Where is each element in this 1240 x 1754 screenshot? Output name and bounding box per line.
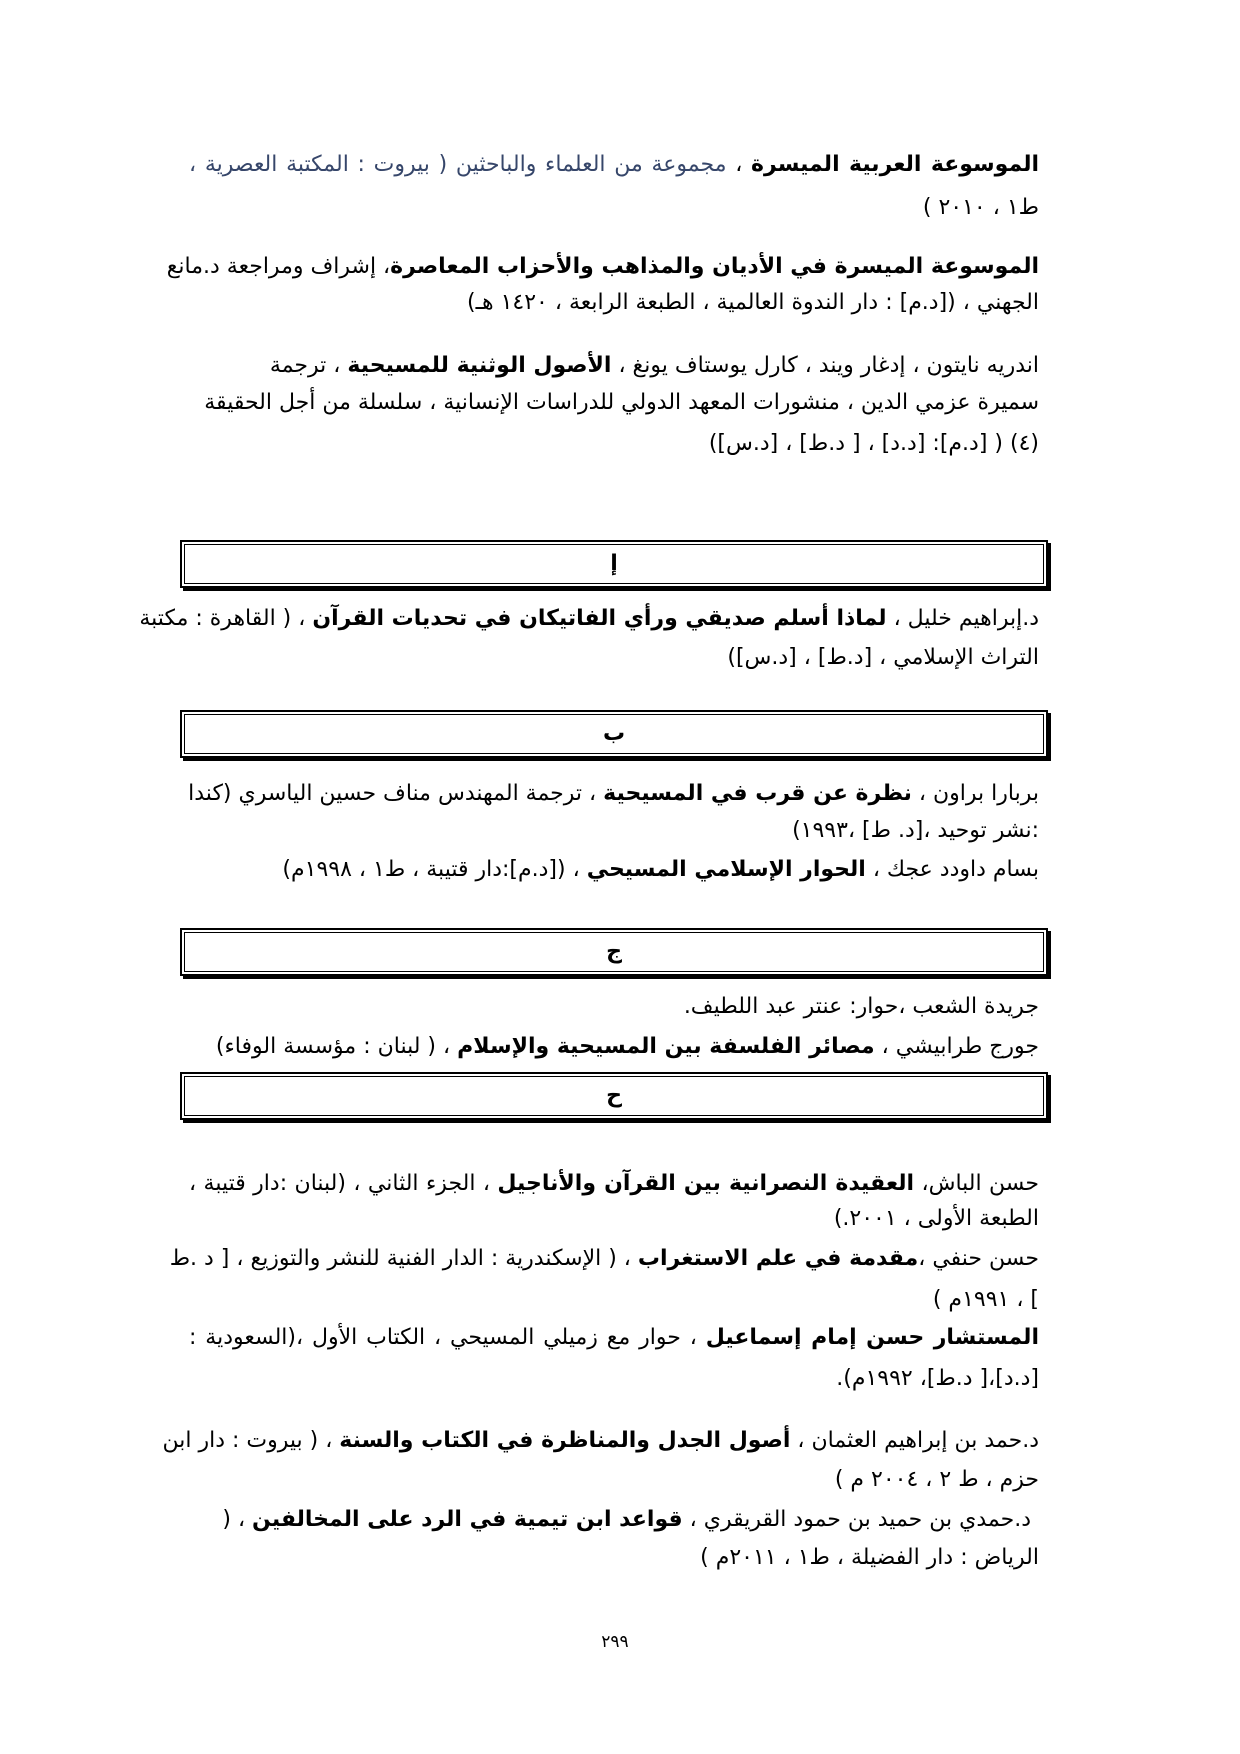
publication-details: ، حوار مع زميلي المسيحي ، الكتاب الأول ،(السعودية : xyxy=(189,1325,706,1350)
publication-details: ، ( بيروت : دار ابن xyxy=(162,1428,340,1453)
author-name: د.حمدي بن حميد بن حمود القريقري ، xyxy=(682,1507,1031,1532)
publication-details: الجهني ، ([د.م] : دار الندوة العالمية ، الطبعة الرابعة ، ١٤٢٠ هـ) xyxy=(466,290,1039,315)
entry-line xyxy=(189,643,1039,673)
entry-line xyxy=(166,252,1039,282)
publication-details: الرياض : دار الفضيلة ، ط١ ، ٢٠١١م ) xyxy=(700,1545,1039,1570)
entry-line xyxy=(139,604,1039,634)
publication-details: حزم ، ط ٢ ، ٢٠٠٤ م ) xyxy=(834,1467,1039,1492)
work-title: قواعد ابن تيمية في الرد على المخالفين xyxy=(252,1507,683,1532)
entry-line xyxy=(189,1032,1039,1062)
section-letter: ب xyxy=(184,714,1044,754)
section-header-box xyxy=(180,540,1048,588)
entry-line xyxy=(189,288,1039,318)
author-name: حسن الباش، xyxy=(914,1171,1039,1196)
entry-text: جريدة الشعب ،حوار: عنتر عبد اللطيف. xyxy=(683,994,1039,1019)
publication-details: (٤) ( [د.م]: [د.د] ، [ د.ط] ، [د.س]) xyxy=(708,431,1039,456)
entry-line xyxy=(189,1543,1039,1573)
entry-line xyxy=(189,1169,1039,1199)
work-title: أصول الجدل والمناظرة في الكتاب والسنة xyxy=(339,1428,791,1453)
publication-details: ط١ ، ٢٠١٠ ) xyxy=(922,195,1039,220)
entry-line xyxy=(189,779,1039,809)
publication-details: ] ، ١٩٩١م ) xyxy=(932,1287,1039,1312)
author-name: بسام داودد عجك ، xyxy=(865,857,1039,882)
page-number: ٢٩٩ xyxy=(601,1632,629,1652)
publication-details: ، ( الإسكندرية : الدار الفنية للنشر والتوزيع ، [ د .ط xyxy=(169,1246,638,1271)
entry-line xyxy=(211,351,1039,381)
entry-line xyxy=(189,1465,1039,1495)
section-letter: ح xyxy=(184,1076,1044,1116)
entry-line xyxy=(222,1505,1031,1535)
publication-details: ، إشراف ومراجعة د.مانع xyxy=(166,254,391,279)
author-name: جورج طرابيشي ، xyxy=(874,1034,1039,1059)
entry-line xyxy=(189,1285,1039,1315)
separator-text: ، xyxy=(726,152,752,177)
publication-details: :نشر توحيد ،[د. ط] ،١٩٩٣) xyxy=(792,818,1039,843)
publication-details: ، ( xyxy=(222,1507,253,1532)
publication-details: التراث الإسلامي ، [د.ط] ، [د.س]) xyxy=(727,645,1039,670)
entry-line xyxy=(189,816,1039,846)
author-name: حسن حنفي ، xyxy=(918,1246,1039,1271)
section-header-box xyxy=(180,928,1048,976)
work-title: لماذا أسلم صديقي ورأي الفاتيكان في تحديات القرآن xyxy=(312,606,887,631)
publication-details: ، ( القاهرة : مكتبة xyxy=(139,606,313,631)
entry-line xyxy=(169,1244,1039,1274)
section-header-box xyxy=(180,710,1048,758)
entry-line xyxy=(189,1204,1039,1234)
publication-details: ، ترجمة xyxy=(269,353,348,378)
entry-line xyxy=(162,1426,1039,1456)
entry-line xyxy=(189,855,1039,885)
entry-line xyxy=(189,992,1039,1022)
work-title: الموسوعة الميسرة في الأديان والمذاهب والأحزاب المعاصرة xyxy=(390,254,1039,279)
author-name: د.حمد بن إبراهيم العثمان ، xyxy=(790,1428,1039,1453)
work-title: مقدمة في علم الاستغراب xyxy=(637,1246,919,1271)
author-name: اندريه نايتون ، إدغار ويند ، كارل يوستاف يونغ ، xyxy=(611,353,1039,378)
author-name: بربارا براون ، xyxy=(911,781,1039,806)
entry-line xyxy=(211,429,1039,459)
work-title: نظرة عن قرب في المسيحية xyxy=(603,781,912,806)
section-letter: ج xyxy=(184,932,1044,972)
publication-details: [د.د]،[ د.ط]، ١٩٩٢م). xyxy=(836,1366,1039,1391)
publication-details: مجموعة من العلماء والباحثين ( بيروت : المكتبة العصرية ، xyxy=(189,152,727,177)
publication-details: ، ترجمة المهندس مناف حسين الياسري (كندا xyxy=(188,781,604,806)
entry-line xyxy=(204,388,1039,418)
work-title: العقيدة النصرانية بين القرآن والأناجيل xyxy=(497,1171,915,1196)
publication-details: سميرة عزمي الدين ، منشورات المعهد الدولي للدراسات الإنسانية ، سلسلة من أجل الحقيقة xyxy=(204,390,1039,415)
author-name: د.إبراهيم خليل ، xyxy=(886,606,1039,631)
work-title: الحوار الإسلامي المسيحي xyxy=(586,857,866,882)
publication-details: ، ([د.م]:دار قتيبة ، ط١ ، ١٩٩٨م) xyxy=(282,857,587,882)
publication-details: ، الجزء الثاني ، (لبنان :دار قتيبة ، xyxy=(189,1171,498,1196)
work-title: الموسوعة العربية الميسرة xyxy=(751,152,1039,177)
entry-line xyxy=(189,1364,1039,1394)
work-title: الأصول الوثنية للمسيحية xyxy=(347,353,612,378)
section-header-box xyxy=(180,1072,1048,1120)
entry-line xyxy=(189,1323,1039,1353)
publication-details: ، ( لبنان : مؤسسة الوفاء) xyxy=(215,1034,458,1059)
section-letter: إ xyxy=(184,544,1044,584)
publication-details: الطبعة الأولى ، ٢٠٠١.) xyxy=(833,1206,1039,1231)
author-name: المستشار حسن إمام إسماعيل xyxy=(705,1325,1039,1350)
entry-line xyxy=(189,193,1039,223)
work-title: مصائر الفلسفة بين المسيحية والإسلام xyxy=(457,1034,875,1059)
entry-line xyxy=(189,150,1039,180)
